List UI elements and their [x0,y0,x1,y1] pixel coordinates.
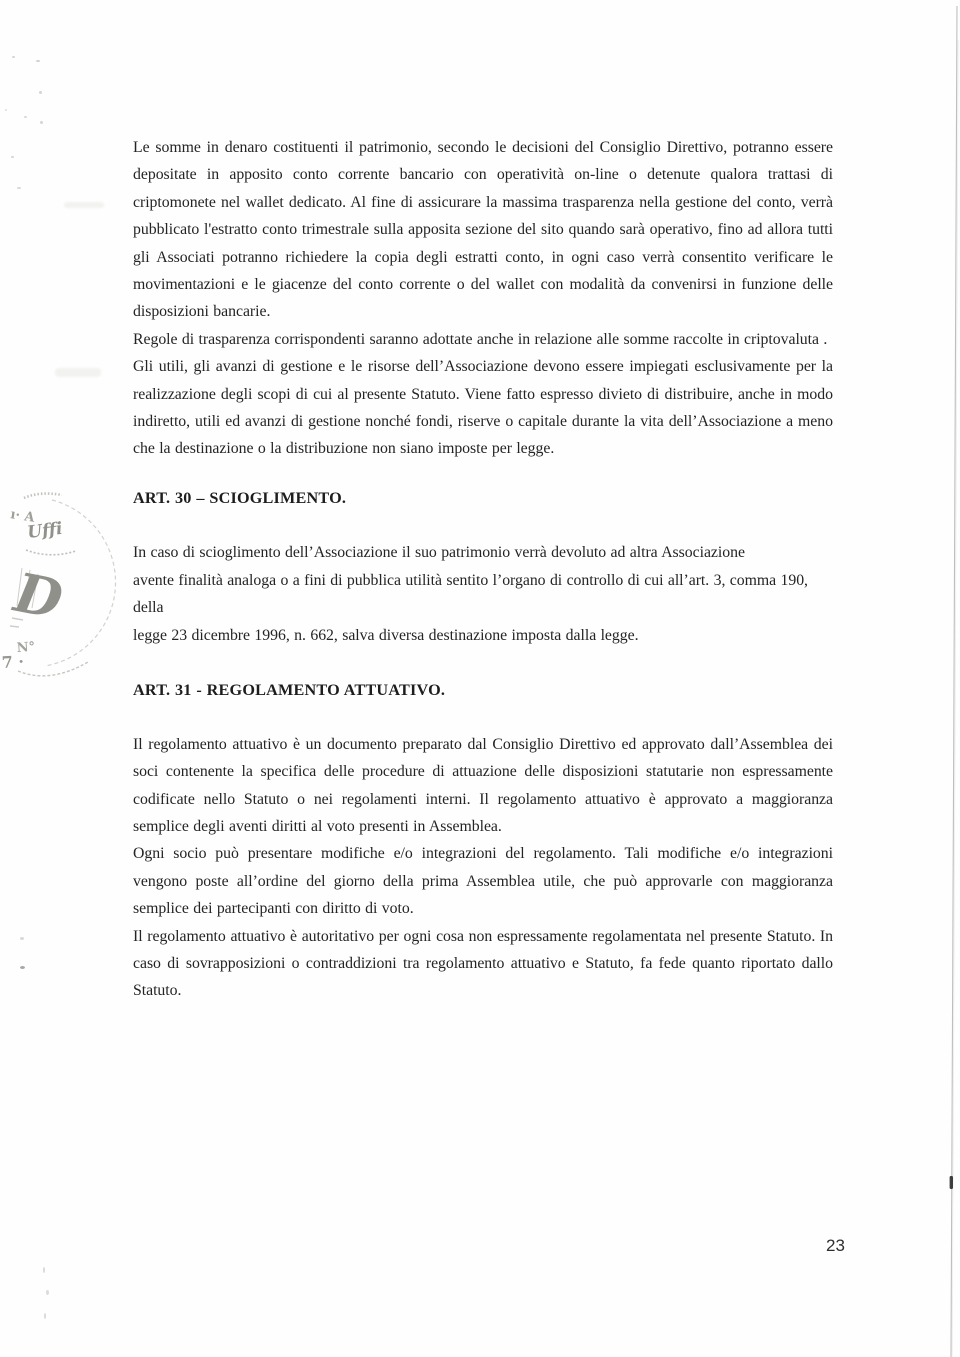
scan-speck [20,937,24,940]
scan-smudge [55,368,101,377]
scan-speck [43,1267,45,1273]
stamp-initial-scribble: D [9,559,68,632]
scan-speck [46,1290,49,1295]
paragraph-regolamento-1: Il regolamento attuativo è un documento preparato dal Consiglio Direttivo ed approvato dall’Assemblea dei soci contenente la specifica delle procedure di attuazione delle disposizioni statutarie non espressamente codificate nello Statuto o nei regolamenti interni. Il regolamento attuativo è approvato a maggioranza semplice degli aventi diritti al voto presenti in Assemblea. [133,735,833,835]
scioglimento-line-3: legge 23 dicembre 1996, n. 662, salva diversa destinazione imposta dalla legge. [133,626,639,644]
scan-edge-line-faint [952,40,958,1357]
stamp-serrated-edge [24,494,62,498]
scan-speck [12,56,15,58]
stamp-underline [26,550,76,555]
stamp-bottom-arc [18,662,88,676]
scan-speck [39,91,42,94]
scioglimento-line-2: avente finalità analoga o a fini di pubblica utilità sentito l’organo di controllo di cui all’art. 3, comma 190, della [133,571,808,617]
scioglimento-line-1: In caso di scioglimento dell’Associazione il suo patrimonio verrà devoluto ad altra Associazione [133,544,745,562]
stamp-top-text: ı· A [9,507,36,526]
page-number: 23 [826,1236,845,1255]
heading-art-30-scioglimento: ART. 30 – SCIOGLIMENTO. [133,489,347,508]
office-stamp [0,468,132,690]
paragraph-regolamento-3: Il regolamento attuativo è autoritativo per ogni cosa non espressamente regolamentata nel presente Statuto. In caso di sovrapposizioni o contraddizioni tra regolamento attuativo e Statuto, fa fede quanto riportato dallo Statuto. [133,927,833,1000]
scan-edge-dark-mark [950,1176,953,1189]
scan-speck [44,1313,46,1319]
paragraph-regolamento-2: Ogni socio può presentare modifiche e/o integrazioni del regolamento. Tali modifiche e/o integrazioni vengono poste all’ordine del giorno della prima Assemblea utile, che può approvarle con maggioranza semplice dei partecipanti con diritto di voto. [133,845,833,918]
scan-speck [17,187,21,189]
scan-speck [40,121,43,124]
scan-speck [5,109,7,111]
scan-speck [36,60,40,62]
stamp-office-text: Uffi [26,518,64,543]
document-body [133,134,833,1005]
paragraph-regole-trasparenza: Regole di trasparenza corrispondenti saranno adottate anche in relazione alle somme raccolte in criptovaluta . [133,330,828,348]
scan-speck [20,966,25,969]
scan-smudge [64,202,104,208]
scan-speck [11,156,14,158]
stamp-number-label: N° [16,639,36,656]
heading-art-31-regolamento: ART. 31 - REGOLAMENTO ATTUATIVO. [133,680,446,699]
paragraph-utili-avanzi: Gli utili, gli avanzi di gestione e le risorse dell’Associazione devono essere impiegati esclusivamente per la realizzazione degli scopi di cui al presente Statuto. Viene fatto espresso divieto di distribuire, anche in modo indiretto, utili ed avanzi di gestione nonché fondi, riserve o capitale durante la vita dell’Associazione a meno che la destinazione o la distribuzione non siano imposte per legge. [133,358,833,458]
stamp-number: 7 · [1,651,25,672]
paragraph-scioglimento [133,539,833,649]
scan-edge-line [951,6,957,1357]
scan-speck [24,116,27,118]
paragraph-patrimonio: Le somme in denaro costituenti il patrimonio, secondo le decisioni del Consiglio Direttivo, potranno essere depositate in apposito conto corrente bancario con operatività on-line o detenute qualora trattasi di criptomonete nel wallet dedicato. Al fine di assicurare la massima trasparenza nella gestione del conto, verrà pubblicato l'estratto conto trimestrale sulla apposita sezione del sito quando sarà operativo, fino ad allora tutti gli Associati potranno richiedere la copia degli estratti conto, in ogni caso verrà consentito verificare le movimentazioni e le giacenze del conto corrente o del wallet con modalità da convenirsi in funzione delle disposizioni bancarie. [133,139,833,321]
